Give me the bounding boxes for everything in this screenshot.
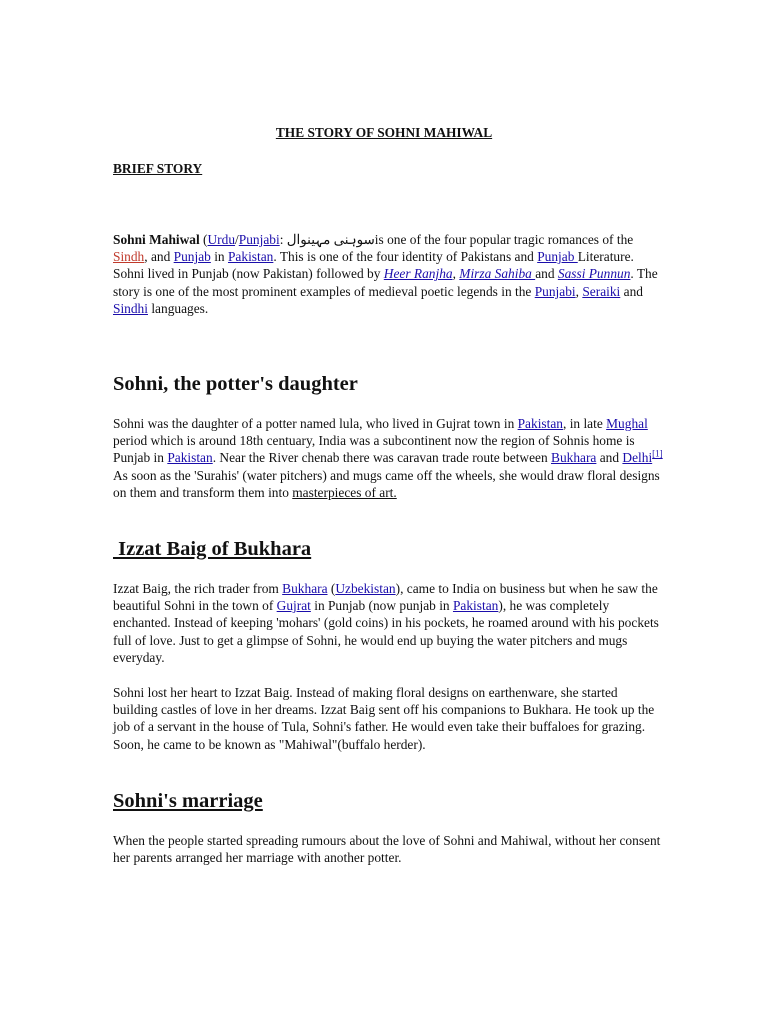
intro-text: . The story is one of the most prominent examples of medieval poetic legends in the [113,266,658,299]
para-text: . Near the River chenab there was caravan trade route between [212,450,552,466]
link-bukhara[interactable]: Bukhara [282,581,328,596]
link-urdu[interactable]: Urdu [207,232,236,247]
link-pakistan[interactable]: Pakistan [517,416,563,431]
intro-text: and [535,266,558,282]
document-title: THE STORY OF SOHNI MAHIWAL [275,125,493,140]
link-punjabi-2[interactable]: Punjabi [534,283,576,299]
intro-text: and [620,283,643,299]
intro-text: , and [144,249,174,265]
intro-paragraph [113,231,663,317]
masterpieces-text: masterpieces of art. [292,484,397,500]
link-pakistan[interactable]: Pakistan [452,598,499,614]
link-sassi-punnun[interactable]: Sassi Punnun [557,266,631,282]
para-text: and [596,450,623,466]
intro-text: Literature. Sohni lived in Punjab (now Pakistan) followed by [113,249,634,282]
link-pakistan[interactable]: Pakistan [227,249,274,265]
footnote-link[interactable]: [1] [652,448,663,459]
para-text: Sohni was the daughter of a potter named lula, who lived in Gujrat town in [113,416,518,431]
link-gujrat[interactable]: Gujrat [276,598,311,614]
para-text: , in late [563,416,607,431]
para-text: Izzat Baig, the rich trader from [113,581,283,596]
para-text: ), he was completely enchanted. Instead of keeping 'mohars' (gold coins) in his pockets, he roamed around with his pockets full of love. Just to get a glimpse of Sohni, he would end up buying the water pitchers and mugs everyday. [113,598,659,665]
link-punjab[interactable]: Punjab [173,249,211,265]
section-paragraph-marriage: When the people started spreading rumours about the love of Sohni and Mahiwal, without her consent her parents arranged her marriage with another potter. [113,833,661,866]
link-mirza-sahiba[interactable]: Mirza Sahiba [459,266,536,282]
section-heading-izzat-baig [113,537,311,561]
link-heer-ranjha[interactable]: Heer Ranjha [383,266,453,282]
link-punjabi[interactable]: Punjabi [238,232,280,247]
para-text: in Punjab (now punjab in [310,598,453,614]
intro-text: : سوہنی مہینوال [279,232,375,247]
section-heading-sohnis-marriage [113,789,263,813]
intro-text: ( [199,232,208,247]
link-pakistan-2[interactable]: Pakistan [167,450,213,466]
section-paragraph-izzat-baig [113,580,663,666]
section-paragraph-potters-daughter [113,415,663,501]
izzat-baig-heading-text: Izzat Baig of Bukhara [113,538,312,560]
link-bukhara[interactable]: Bukhara [551,450,597,466]
para-text: period which is around 18th centuary, India was a subcontinent now the region of Sohnis home is Punjab in [113,433,635,466]
brief-story-label: BRIEF STORY [113,161,203,176]
section-paragraph-sohni-lost-heart: Sohni lost her heart to Izzat Baig. Instead of making floral designs on earthenware, she started building castles of love in her dreams. Izzat Baig sent off his companions to Bukhara. He took up the job of a servant in the house of Tula, Sohni's father. He would even take their buffaloes for grazing. Soon, he came to be known as "Mahiwal"(buffalo herder). [113,685,655,752]
link-sindhi[interactable]: Sindhi [113,300,148,316]
intro-text: , [452,266,460,282]
para-text: ( [327,581,336,596]
intro-text: . This is one of the four identity of Pakistans and [273,249,538,265]
link-seraiki[interactable]: Seraiki [582,283,621,299]
link-uzbekistan[interactable]: Uzbekistan [335,581,396,596]
link-punjab-2[interactable]: Punjab [537,249,578,265]
intro-text: is one of the four popular tragic romances of the [374,232,634,247]
para-text: ), came to India on business but when he saw the beautiful Sohni in the town of [113,581,658,614]
intro-bold-title: Sohni Mahiwal [113,232,200,247]
marriage-heading-text: Sohni's marriage [113,790,263,812]
intro-text: / [235,232,239,247]
section-heading-sohni-potters-daughter: Sohni, the potter's daughter [113,373,358,395]
intro-text: languages. [147,300,209,316]
link-sindh[interactable]: Sindh [113,249,145,265]
para-text: As soon as the 'Surahis' (water pitchers) and mugs came off the wheels, she would draw floral designs on them and transform them into [113,467,660,500]
brief-story-heading [113,160,663,177]
link-delhi[interactable]: Delhi [622,450,653,466]
intro-text: , [575,283,583,299]
link-mughal[interactable]: Mughal [606,416,648,431]
intro-text: in [210,249,228,265]
